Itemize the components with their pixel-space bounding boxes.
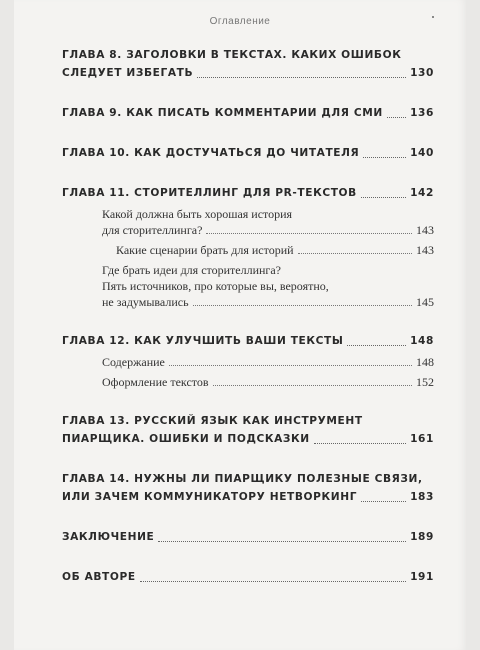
toc-title-line: Пять источников, про которые вы, вероятно, [102, 279, 329, 293]
toc-title-line: Какой должна быть хорошая история [102, 207, 293, 221]
toc-title-line: для сторителлинга? [102, 223, 203, 237]
page-mark [432, 16, 434, 18]
toc-section [62, 206, 434, 238]
toc-title-line: ГЛАВА 11. СТОРИТЕЛЛИНГ ДЛЯ PR-ТЕКСТОВ [62, 187, 357, 199]
toc-page-number: 130 [410, 67, 434, 79]
toc-title-line: ГЛАВА 13. РУССКИЙ ЯЗЫК КАК ИНСТРУМЕНТ [62, 415, 363, 427]
dot-leader [387, 117, 406, 118]
toc-title-line: ГЛАВА 10. КАК ДОСТУЧАТЬСЯ ДО ЧИТАТЕЛЯ [62, 147, 360, 159]
toc-page-number: 142 [410, 187, 434, 199]
table-of-contents [62, 46, 434, 586]
toc-chapter [62, 144, 434, 162]
toc-page-number: 183 [410, 491, 434, 503]
toc-page-number: 148 [416, 355, 434, 369]
toc-page-number: 148 [410, 335, 434, 347]
toc-title-line: ГЛАВА 9. КАК ПИСАТЬ КОММЕНТАРИИ ДЛЯ СМИ [62, 107, 383, 119]
dot-leader [197, 77, 406, 78]
dot-leader [347, 345, 406, 346]
page-header: Оглавление [209, 16, 271, 27]
toc-chapter [62, 46, 434, 82]
toc-title-line: ЗАКЛЮЧЕНИЕ [62, 531, 155, 543]
dot-leader [140, 581, 406, 582]
toc-section [62, 242, 434, 258]
toc-page-number: 161 [410, 433, 434, 445]
toc-title-line: ОБ АВТОРЕ [62, 571, 136, 583]
toc-title-line: не задумывались [102, 295, 189, 309]
toc-title-line: Оформление текстов [102, 375, 209, 389]
dot-leader [361, 197, 406, 198]
toc-section [62, 354, 434, 370]
toc-page-number: 143 [416, 223, 434, 237]
toc-title-line: Где брать идеи для сторителлинга? [102, 263, 281, 277]
book-page [14, 0, 466, 650]
dot-leader [361, 501, 406, 502]
toc-section [62, 374, 434, 390]
dot-leader [213, 385, 412, 386]
toc-page-number: 189 [410, 531, 434, 543]
toc-title-line: ГЛАВА 14. НУЖНЫ ЛИ ПИАРЩИКУ ПОЛЕЗНЫЕ СВЯЗИ, [62, 473, 423, 485]
dot-leader [169, 365, 412, 366]
toc-page-number: 191 [410, 571, 434, 583]
toc-chapter [62, 332, 434, 350]
toc-section [62, 262, 434, 310]
dot-leader [298, 253, 412, 254]
dot-leader [193, 305, 412, 306]
toc-page-number: 143 [416, 243, 434, 257]
dot-leader [206, 233, 412, 234]
toc-chapter [62, 568, 434, 586]
toc-page-number: 145 [416, 295, 434, 309]
dot-leader [158, 541, 406, 542]
toc-chapter [62, 104, 434, 122]
toc-title-line: Какие сценарии брать для историй [116, 243, 294, 257]
toc-title-line: ПИАРЩИКА. ОШИБКИ И ПОДСКАЗКИ [62, 433, 310, 445]
dot-leader [363, 157, 406, 158]
toc-chapter [62, 528, 434, 546]
toc-title-line: СЛЕДУЕТ ИЗБЕГАТЬ [62, 67, 194, 79]
toc-page-number: 136 [410, 107, 434, 119]
toc-chapter [62, 184, 434, 202]
toc-title-line: ГЛАВА 12. КАК УЛУЧШИТЬ ВАШИ ТЕКСТЫ [62, 335, 344, 347]
toc-chapter [62, 412, 434, 448]
toc-page-number: 140 [410, 147, 434, 159]
toc-title-line: ГЛАВА 8. ЗАГОЛОВКИ В ТЕКСТАХ. КАКИХ ОШИБОК [62, 49, 402, 61]
toc-chapter [62, 470, 434, 506]
toc-title-line: Содержание [102, 355, 165, 369]
toc-title-line: ИЛИ ЗАЧЕМ КОММУНИКАТОРУ НЕТВОРКИНГ [62, 491, 358, 503]
dot-leader [314, 443, 406, 444]
toc-page-number: 152 [416, 375, 434, 389]
